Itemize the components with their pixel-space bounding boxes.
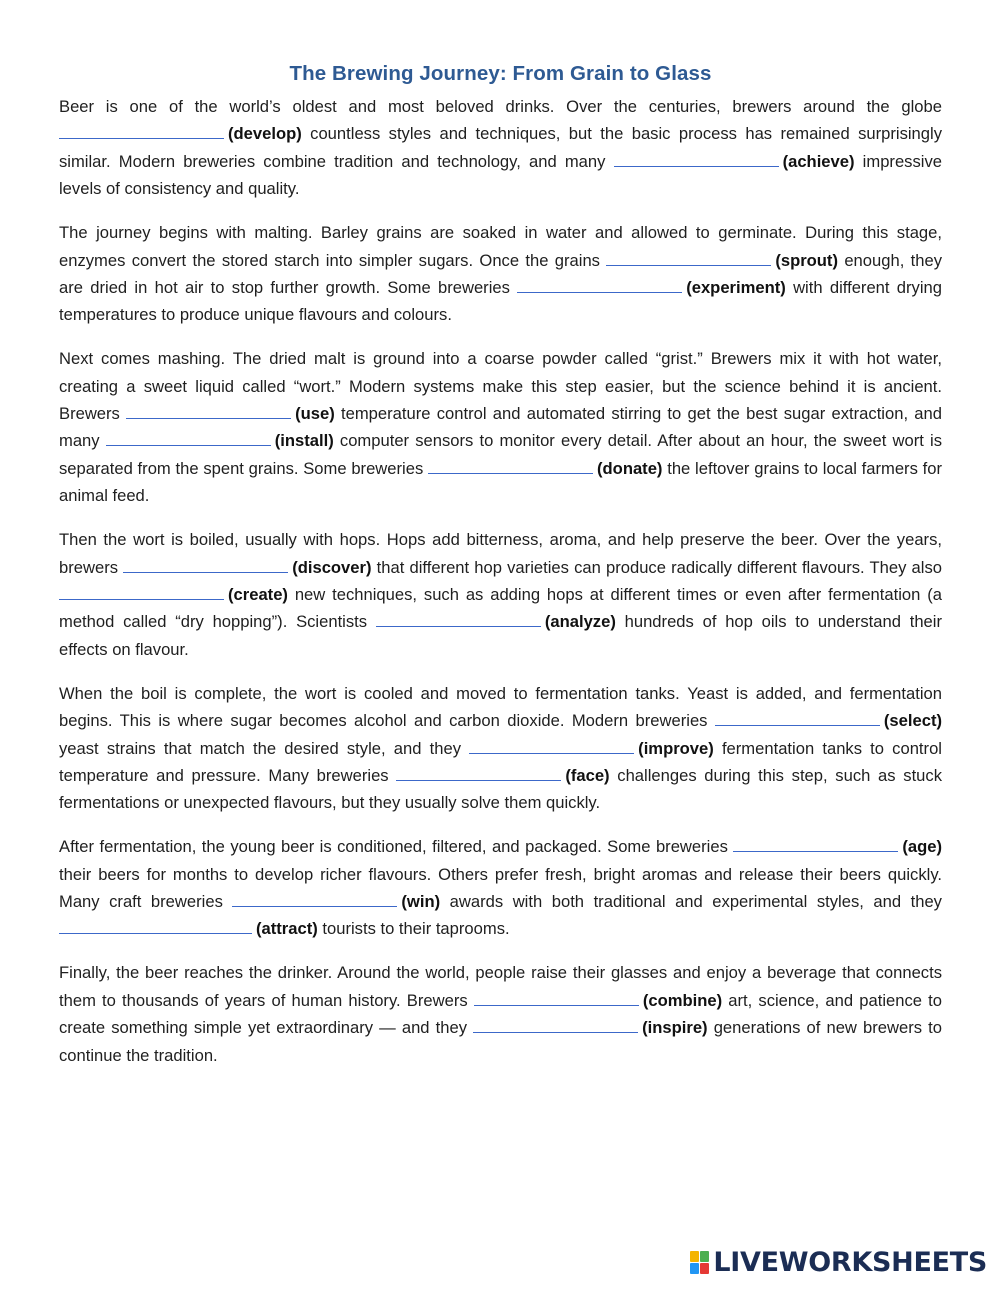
paragraph-text: their beers for months to develop richer flavours. Others prefer fresh, bright aromas and release their beers quickly. Many craft breweries <box>59 864 942 912</box>
paragraph-text: Then the wort is boiled, usually with hops. Hops add bitterness, aroma, and help preserve the beer. Over the years, brewers <box>59 530 942 577</box>
verb-hint: (select) <box>883 711 942 731</box>
paragraph-text: temperature control and automated stirring to get the best sugar extraction, and many <box>59 404 942 451</box>
answer-blank[interactable] <box>474 990 639 1006</box>
answer-blank[interactable] <box>517 277 682 293</box>
paragraph <box>59 93 942 203</box>
verb-hint: (analyze) <box>544 612 616 632</box>
paragraph-text: countless styles and techniques, but the basic process has remained surprisingly similar. Modern breweries combine tradition and technology, and many <box>59 124 942 171</box>
paragraph-text: fermentation tanks to control temperature and pressure. Many breweries <box>59 738 942 785</box>
verb-hint: (discover) <box>292 557 372 577</box>
answer-blank[interactable] <box>126 403 291 419</box>
answer-blank[interactable] <box>473 1017 638 1033</box>
paragraph-text: impressive levels of consistency and quality. <box>59 151 942 199</box>
paragraph-text: awards with both traditional and experimental styles, and they <box>440 892 942 912</box>
paragraph-text: new techniques, such as adding hops at different times or even after fermentation (a method called “dry hopping”). Scientists <box>59 585 942 632</box>
answer-blank[interactable] <box>123 557 288 573</box>
paragraph-text: tourists to their taprooms. <box>317 919 510 939</box>
paragraph <box>59 959 942 1069</box>
logo-square-4 <box>700 1263 709 1274</box>
paragraph <box>59 526 942 663</box>
verb-hint: (attract) <box>256 919 318 939</box>
verb-hint: (sprout) <box>775 250 838 270</box>
paragraph <box>59 833 942 943</box>
paragraph-text: challenges during this step, such as stuck fermentations or unexpected flavours, but they usually solve them quickly. <box>59 765 943 813</box>
verb-hint: (inspire) <box>642 1018 708 1038</box>
answer-blank[interactable] <box>232 891 397 907</box>
answer-blank[interactable] <box>396 765 561 781</box>
paragraph-text: Beer is one of the world’s oldest and most beloved drinks. Over the centuries, brewers around the globe <box>59 97 942 116</box>
liveworksheets-logo-icon <box>690 1251 709 1274</box>
answer-blank[interactable] <box>59 584 224 600</box>
verb-hint: (achieve) <box>782 151 855 171</box>
paragraph-text: computer sensors to monitor every detail. After about an hour, the sweet wort is separated from the spent grains. Some breweries <box>59 431 942 478</box>
verb-hint: (develop) <box>228 124 302 144</box>
liveworksheets-logo-text: LIVEWORKSHEETS <box>713 1247 987 1278</box>
worksheet-title: The Brewing Journey: From Grain to Glass <box>289 62 712 85</box>
answer-blank[interactable] <box>428 458 593 474</box>
answer-blank[interactable] <box>606 250 771 266</box>
verb-hint: (donate) <box>597 458 663 478</box>
answer-blank[interactable] <box>59 123 224 139</box>
paragraph-text: with different drying temperatures to produce unique flavours and colours. <box>59 277 942 325</box>
paragraph-text: generations of new brewers to continue the tradition. <box>59 1018 942 1065</box>
logo-square-1 <box>690 1251 699 1262</box>
answer-blank[interactable] <box>376 611 541 627</box>
answer-blank[interactable] <box>733 836 898 852</box>
answer-blank[interactable] <box>59 918 252 934</box>
verb-hint: (create) <box>228 585 288 604</box>
answer-blank[interactable] <box>106 430 271 446</box>
verb-hint: (face) <box>565 765 610 785</box>
paragraph-text: enough, they are dried in hot air to stop further growth. Some breweries <box>59 250 942 297</box>
paragraph <box>59 219 942 329</box>
answer-blank[interactable] <box>469 738 634 754</box>
paragraph <box>59 345 942 509</box>
paragraph-text: When the boil is complete, the wort is cooled and moved to fermentation tanks. Yeast is added, and fermentation begins. This is where sugar becomes alcohol and carbon dioxide. Modern breweries <box>59 683 942 731</box>
paragraph <box>59 680 942 817</box>
paragraph-text: hundreds of hop oils to understand their effects on flavour. <box>59 612 942 659</box>
paragraph-text: yeast strains that match the desired style, and they <box>59 738 470 758</box>
paragraph-text: art, science, and patience to create something simple yet extraordinary — and they <box>59 990 942 1038</box>
verb-hint: (combine) <box>642 990 723 1010</box>
verb-hint: (use) <box>295 404 335 424</box>
liveworksheets-logo <box>690 1247 987 1278</box>
verb-hint: (experiment) <box>686 277 786 297</box>
worksheet-page <box>59 62 942 1086</box>
verb-hint: (win) <box>401 892 441 912</box>
answer-blank[interactable] <box>715 710 880 726</box>
paragraph-text: After fermentation, the young beer is conditioned, filtered, and packaged. Some breweries <box>59 837 734 857</box>
paragraph-text: Finally, the beer reaches the drinker. Around the world, people raise their glasses and enjoy a beverage that connects them to thousands of years of human history. Brewers <box>59 963 942 1010</box>
logo-square-2 <box>700 1251 709 1262</box>
logo-square-3 <box>690 1263 699 1274</box>
verb-hint: (install) <box>274 431 334 451</box>
verb-hint: (age) <box>902 837 942 857</box>
worksheet-body <box>59 93 942 1069</box>
answer-blank[interactable] <box>614 151 779 167</box>
paragraph-text: Next comes mashing. The dried malt is ground into a coarse powder called “grist.” Brewers mix it with hot water, creating a sweet liquid called “wort.” Modern systems make this step easier, but the science behind it is ancient. Brewers <box>59 349 942 424</box>
paragraph-text: The journey begins with malting. Barley grains are soaked in water and allowed to germinate. During this stage, enzymes convert the stored starch into simpler sugars. Once the grains <box>59 223 942 270</box>
paragraph-text: that different hop varieties can produce radically different flavours. They also <box>371 557 942 577</box>
verb-hint: (improve) <box>638 738 714 758</box>
paragraph-text: the leftover grains to local farmers for animal feed. <box>59 458 942 506</box>
